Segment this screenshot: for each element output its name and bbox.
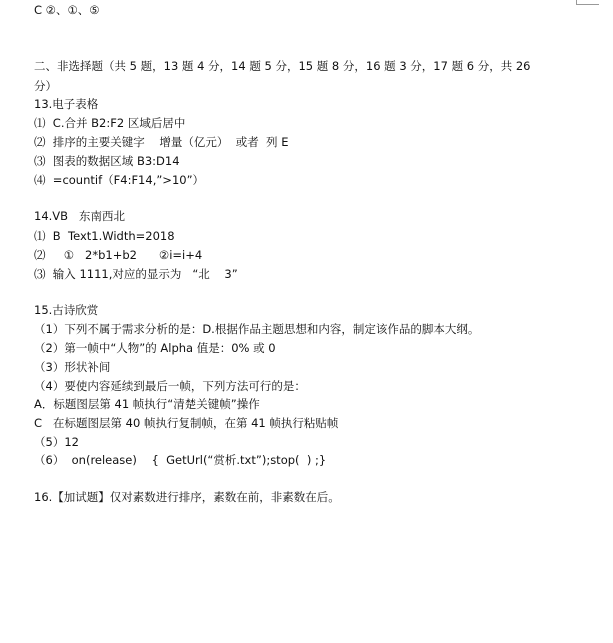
q14-item-3: ⑶ 输入 1111,对应的显示为 “北 3” bbox=[34, 267, 238, 281]
q15-title: 15.古诗欣赏 bbox=[34, 303, 99, 317]
q15-item-6: （6） on(release) { GetUrl(“赏析.txt”);stop( ) ;} bbox=[34, 453, 327, 467]
q14-title: 14.VB 东南西北 bbox=[34, 209, 126, 223]
q13-item-1: ⑴ C.合并 B2:F2 区域后居中 bbox=[34, 116, 186, 130]
q15-item-3: （3）形状补间 bbox=[34, 360, 111, 374]
answer-line-12: C ②、①、⑤ bbox=[34, 3, 100, 17]
section-heading: 二、非选择题（共 5 题，13 题 4 分，14 题 5 分，15 题 8 分，16 题 3 分，17 题 6 分，共 26 bbox=[34, 59, 531, 73]
page-corner-mark bbox=[576, 0, 599, 5]
q13-item-4: ⑷ =countif（F4:F14,”>10”） bbox=[34, 173, 205, 187]
q15-item-1: （1）下列不属于需求分析的是：D.根据作品主题思想和内容，制定该作品的脚本大纲。 bbox=[34, 322, 480, 336]
q13-title: 13.电子表格 bbox=[34, 97, 99, 111]
q13-item-3: ⑶ 图表的数据区域 B3:D14 bbox=[34, 154, 180, 168]
q16-title: 16.【加试题】仅对素数进行排序，素数在前，非素数在后。 bbox=[34, 490, 340, 504]
section-heading-continued: 分） bbox=[34, 79, 57, 93]
q15-item-4-option-a: A．标题图层第 41 帧执行“清楚关键帧”操作 bbox=[34, 397, 260, 411]
q15-item-2: （2）第一帧中“人物”的 Alpha 值是：0% 或 0 bbox=[34, 341, 276, 355]
q15-item-5: （5）12 bbox=[34, 435, 79, 449]
q14-item-1: ⑴ B Text1.Width=2018 bbox=[34, 229, 175, 243]
q13-item-2: ⑵ 排序的主要关键字 增量（亿元） 或者 列 E bbox=[34, 135, 289, 149]
q15-item-4: （4）要使内容延续到最后一帧，下列方法可行的是： bbox=[34, 379, 306, 393]
q15-item-4-option-c: C 在标题图层第 40 帧执行复制帧，在第 41 帧执行粘贴帧 bbox=[34, 416, 339, 430]
q14-item-2: ⑵ ① 2*b1+b2 ②i=i+4 bbox=[34, 248, 203, 262]
